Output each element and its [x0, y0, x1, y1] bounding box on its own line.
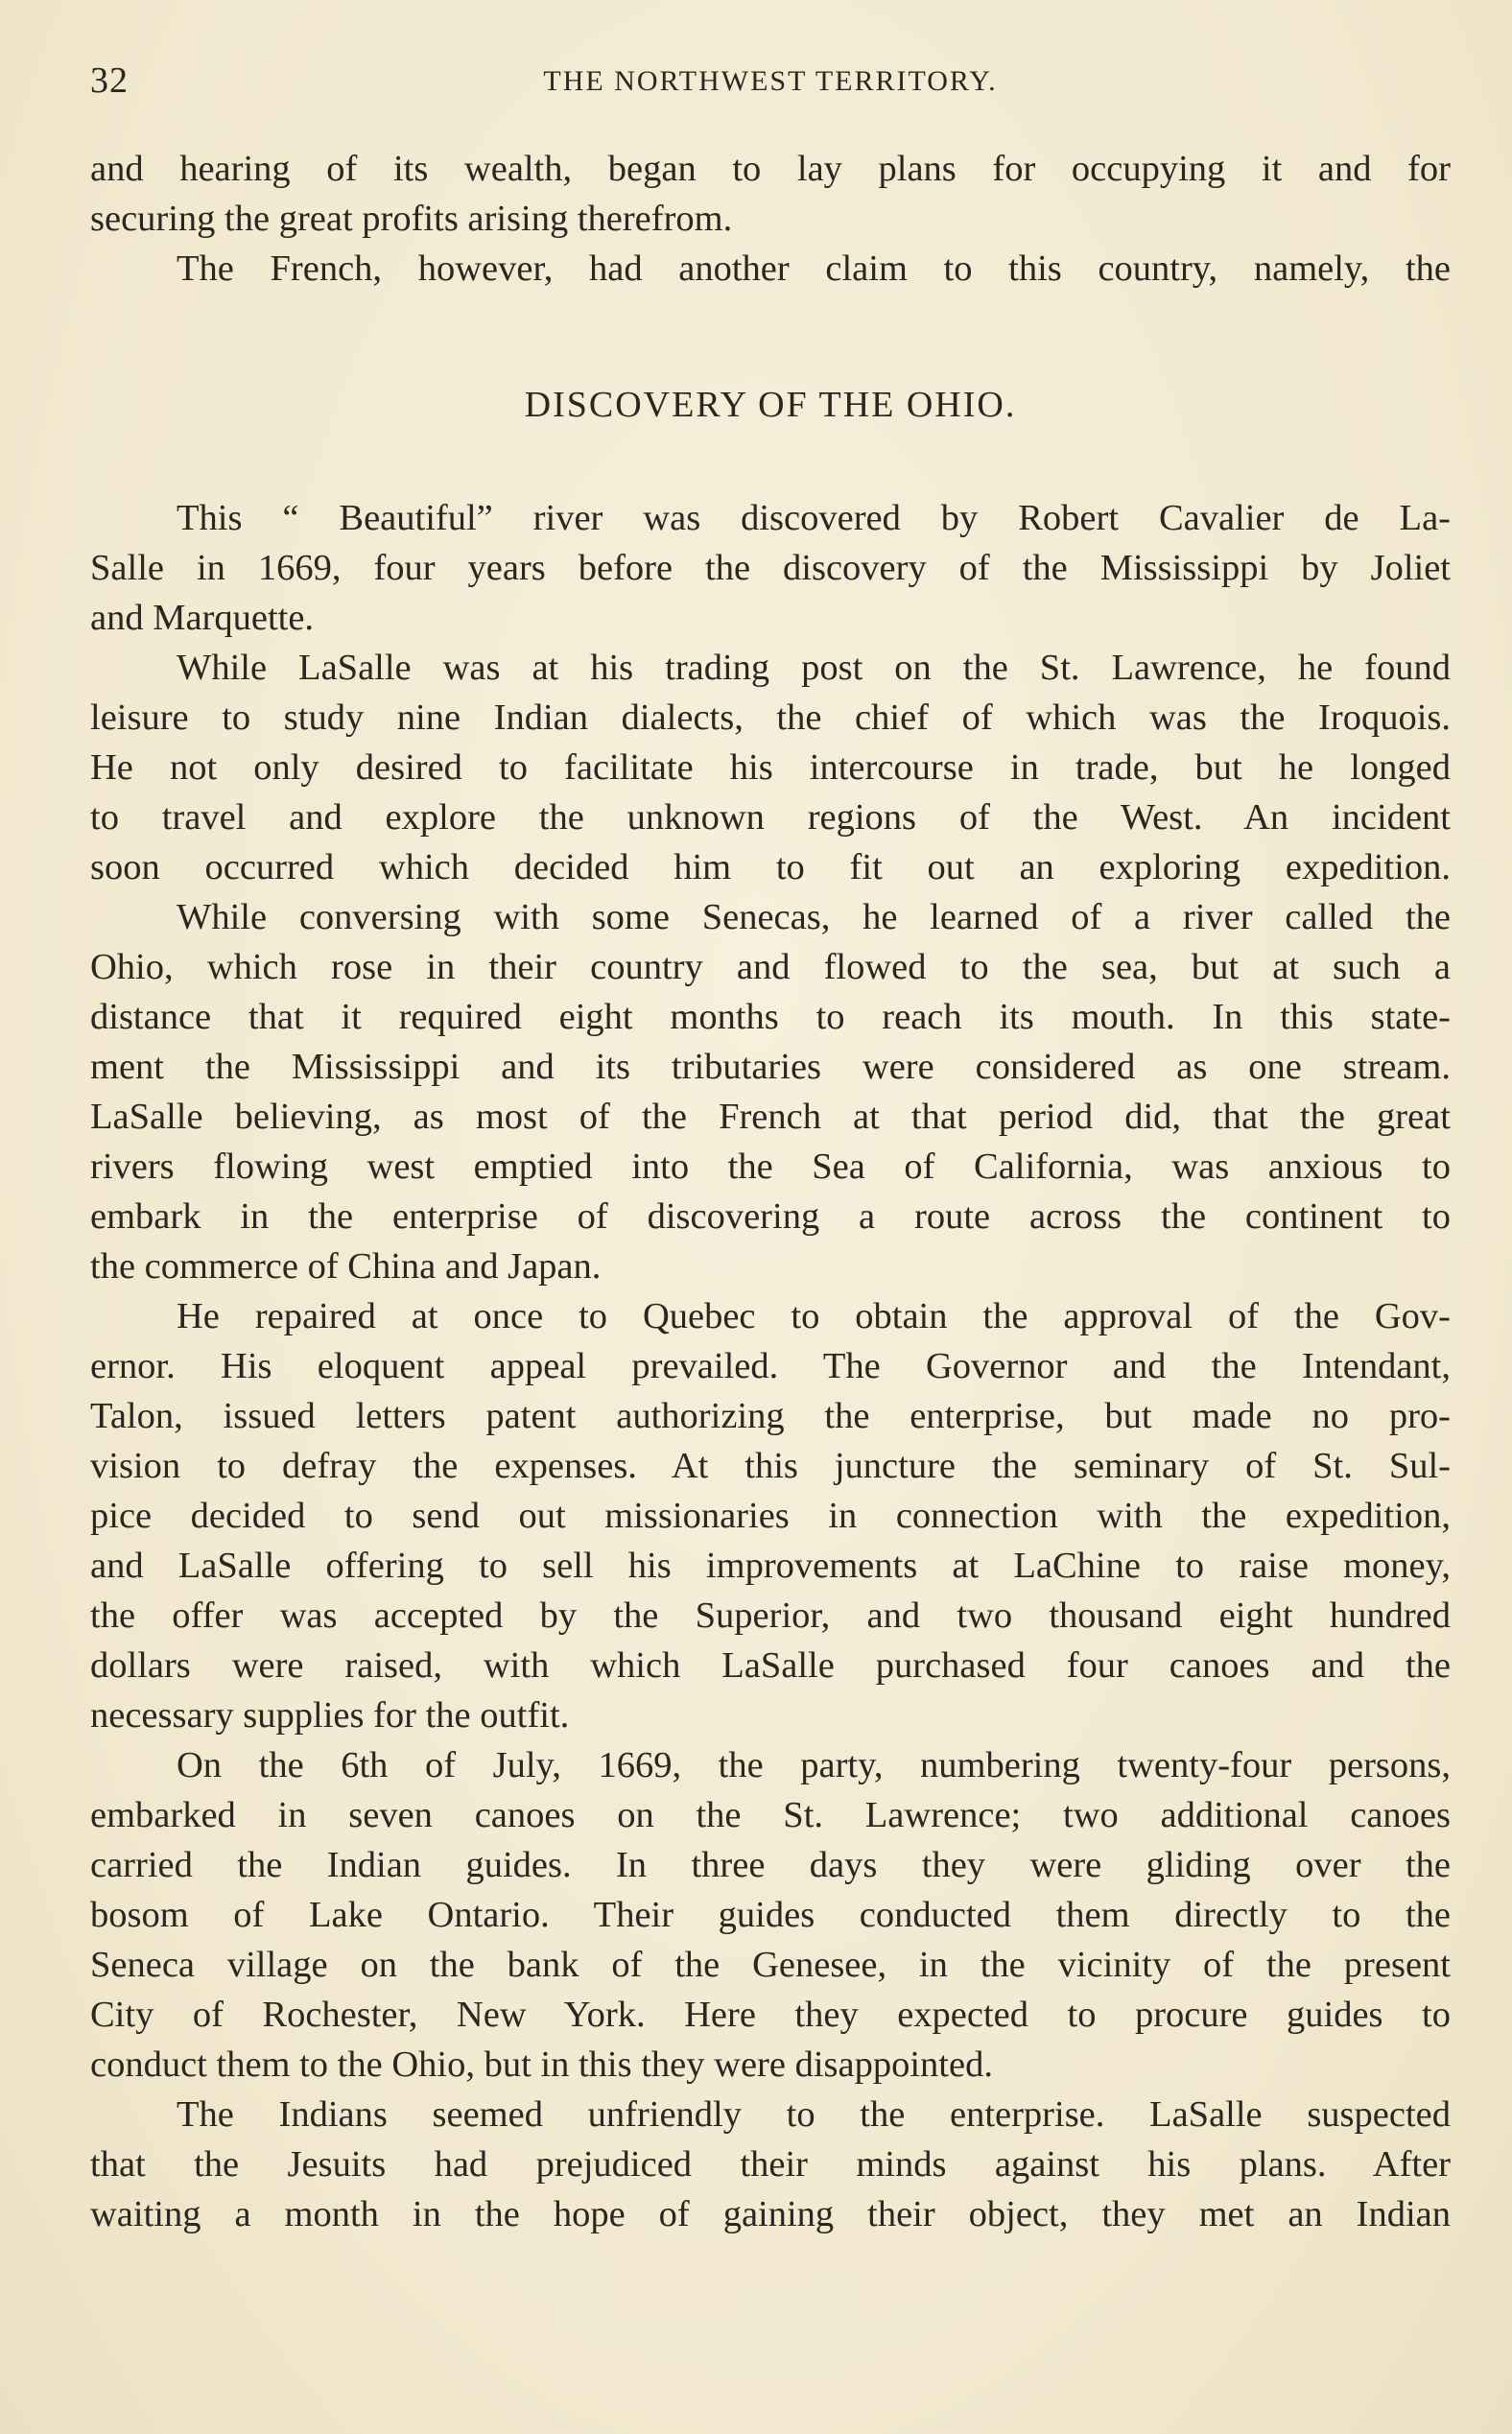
text-line: securing the great profits arising therefrom. [90, 199, 733, 239]
text-line: City of Rochester, New York. Here they expected to procure guides to [90, 1995, 1451, 2035]
text-line: distance that it required eight months to reach its mouth. In this state- [90, 997, 1451, 1037]
text-line: the commerce of China and Japan. [90, 1246, 602, 1287]
text-line: the offer was accepted by the Superior, and two thousand eight hundred [90, 1595, 1451, 1636]
text-line: rivers flowing west emptied into the Sea of California, was anxious to [90, 1146, 1451, 1187]
text-line: dollars were raised, with which LaSalle purchased four canoes and the [90, 1645, 1451, 1686]
text-line: Seneca village on the bank of the Genesee, in the vicinity of the present [90, 1945, 1451, 1985]
text-line: Ohio, which rose in their country and flowed to the sea, but at such a [90, 947, 1451, 987]
text-line: This “ Beautiful” river was discovered by Robert Cavalier de La- [177, 498, 1451, 538]
page-number: 32 [90, 60, 129, 101]
text-line: Talon, issued letters patent authorizing the enterprise, but made no pro- [90, 1396, 1451, 1436]
text-line: pice decided to send out missionaries in connection with the expedition, [90, 1496, 1451, 1536]
text-line: He repaired at once to Quebec to obtain the approval of the Gov- [177, 1296, 1451, 1336]
text-line: embarked in seven canoes on the St. Lawrence; two additional canoes [90, 1795, 1451, 1835]
text-line: necessary supplies for the outfit. [90, 1695, 570, 1736]
text-line: embark in the enterprise of discovering a route across the continent to [90, 1196, 1451, 1237]
text-line: and Marquette. [90, 598, 315, 638]
text-line: to travel and explore the unknown regions of the West. An incident [90, 797, 1451, 838]
text-line: LaSalle believing, as most of the French at that period did, that the great [90, 1097, 1451, 1137]
text-line: While conversing with some Senecas, he learned of a river called the [177, 897, 1451, 937]
text-line: and hearing of its wealth, began to lay plans for occupying it and for [90, 149, 1451, 189]
text-line: carried the Indian guides. In three days they were gliding over the [90, 1845, 1451, 1885]
text-line: leisure to study nine Indian dialects, the chief of which was the Iroquois. [90, 697, 1451, 738]
text-line: While LaSalle was at his trading post on the St. Lawrence, he found [177, 648, 1451, 688]
text-line: ernor. His eloquent appeal prevailed. The Governor and the Intendant, [90, 1346, 1451, 1386]
text-line: He not only desired to facilitate his intercourse in trade, but he longed [90, 747, 1451, 788]
text-line: The French, however, had another claim to this country, namely, the [177, 248, 1451, 289]
text-line: vision to defray the expenses. At this juncture the seminary of St. Sul- [90, 1446, 1451, 1486]
section-heading: DISCOVERY OF THE OHIO. [524, 385, 1017, 425]
text-line: and LaSalle offering to sell his improvements at LaChine to raise money, [90, 1546, 1451, 1586]
text-line: soon occurred which decided him to fit out an exploring expedition. [90, 847, 1451, 887]
text-line: waiting a month in the hope of gaining their object, they met an Indian [90, 2194, 1451, 2234]
page-header [90, 59, 1451, 109]
text-line: ment the Mississippi and its tributaries were considered as one stream. [90, 1047, 1451, 1087]
text-line: Salle in 1669, four years before the discovery of the Mississippi by Joliet [90, 548, 1451, 588]
text-line: On the 6th of July, 1669, the party, numbering twenty-four persons, [177, 1745, 1451, 1785]
running-head: THE NORTHWEST TERRITORY. [543, 65, 998, 97]
text-line: that the Jesuits had prejudiced their minds against his plans. After [90, 2144, 1451, 2185]
text-line: The Indians seemed unfriendly to the enterprise. LaSalle suspected [177, 2094, 1451, 2135]
text-line: bosom of Lake Ontario. Their guides conducted them directly to the [90, 1895, 1451, 1935]
text-line: conduct them to the Ohio, but in this they were disappointed. [90, 2044, 993, 2085]
